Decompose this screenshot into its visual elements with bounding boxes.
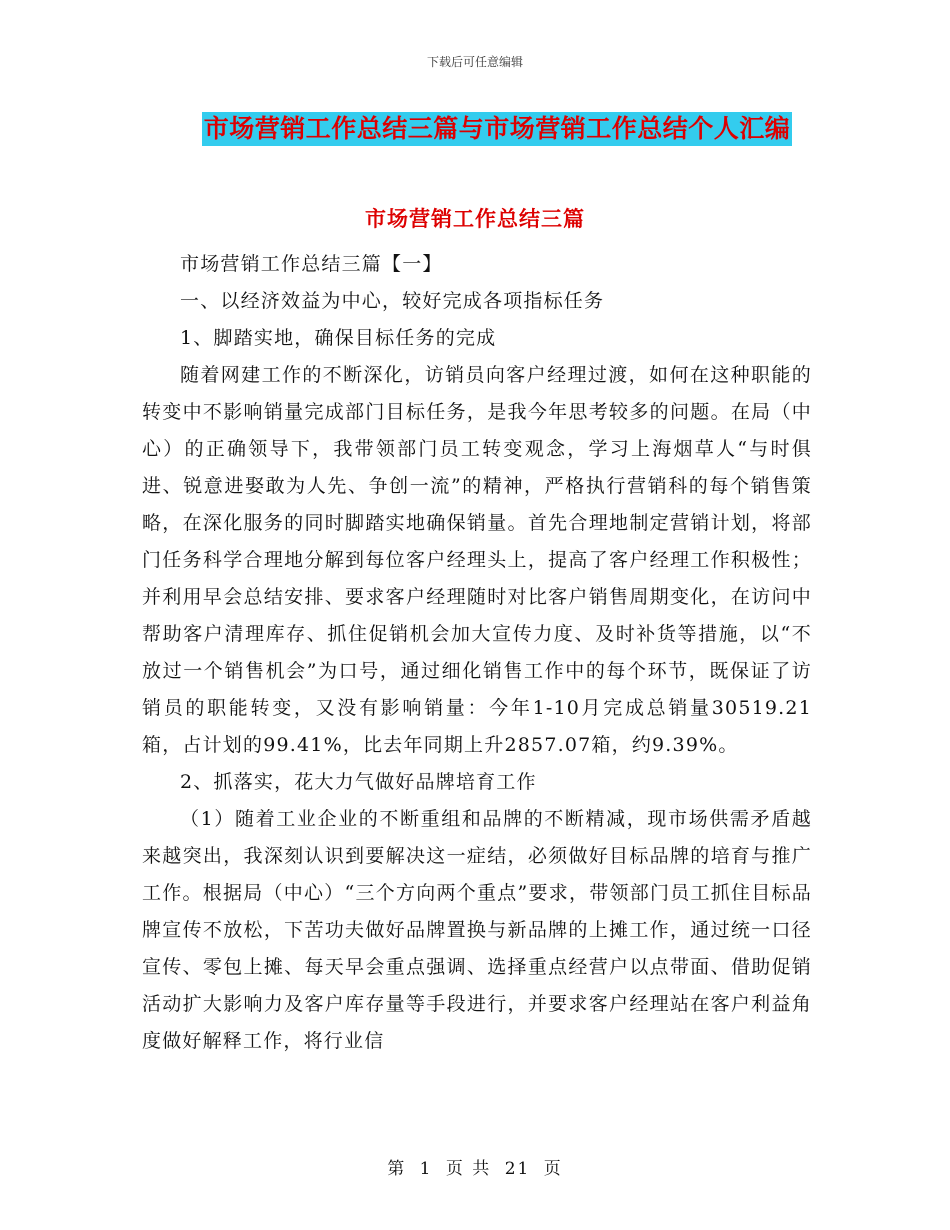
paragraph-subheading-1: 1、脚踏实地，确保目标任务的完成 (180, 327, 497, 349)
page-label-prefix: 第 (387, 1159, 407, 1179)
paragraph-subheading-2: 2、抓落实，花大力气做好品牌培育工作 (180, 771, 537, 793)
document-title-container (0, 112, 950, 146)
paragraph-heading-1: 一、以经济效益为中心，较好完成各项指标任务 (180, 290, 605, 312)
document-title: 市场营销工作总结三篇与市场营销工作总结个人汇编 (202, 112, 793, 146)
paragraph-body: （1）随着工业企业的不断重组和品牌的不断精减，现市场供需矛盾越来越突出，我深刻认识到要解决这一症结，必须做好目标品牌的培育与推广工作。根据局（中心）“三个方向两个重点”要求，带领部门员工抓住目标品牌宣传不放松，下苦功夫做好品牌置换与新品牌的上摊工作，通过统一口径宣传、零包上摊、每天早会重点强调、选择重点经营户以点带面、借助促销活动扩大影响力及客户库存量等手段进行，并要求客户经理站在客户利益角度做好解释工作，将行业信 (142, 808, 812, 1052)
page-footer (0, 1154, 950, 1179)
page-header: 下载后可任意编辑 (426, 55, 523, 69)
page-label-mid: 页 共 (445, 1159, 492, 1179)
page-total: 21 (504, 1159, 531, 1179)
paragraph-article-heading: 市场营销工作总结三篇【一】 (180, 253, 443, 275)
page-number: 1 (419, 1159, 433, 1179)
page-label-suffix: 页 (543, 1159, 563, 1179)
section-title: 市场营销工作总结三篇 (365, 206, 585, 231)
paragraph-body: 随着网建工作的不断深化，访销员向客户经理过渡，如何在这种职能的转变中不影响销量完成部门目标任务，是我今年思考较多的问题。在局（中心）的正确领导下，我带领部门员工转变观念，学习上海烟草人“与时俱进、锐意进娶敢为人先、争创一流”的精神，严格执行营销科的每个销售策略，在深化服务的同时脚踏实地确保销量。首先合理地制定营销计划，将部门任务科学合理地分解到每位客户经理头上，提高了客户经理工作积极性；并利用早会总结安排、要求客户经理随时对比客户销售周期变化，在访问中帮助客户清理库存、抓住促销机会加大宣传力度、及时补货等措施，以“不放过一个销售机会”为口号，通过细化销售工作中的每个环节，既保证了访销员的职能转变，又没有影响销量：今年1-10月完成总销量30519.21箱，占计划的99.41%，比去年同期上升2857.07箱，约9.39%。 (142, 364, 812, 756)
document-body (142, 246, 812, 1060)
